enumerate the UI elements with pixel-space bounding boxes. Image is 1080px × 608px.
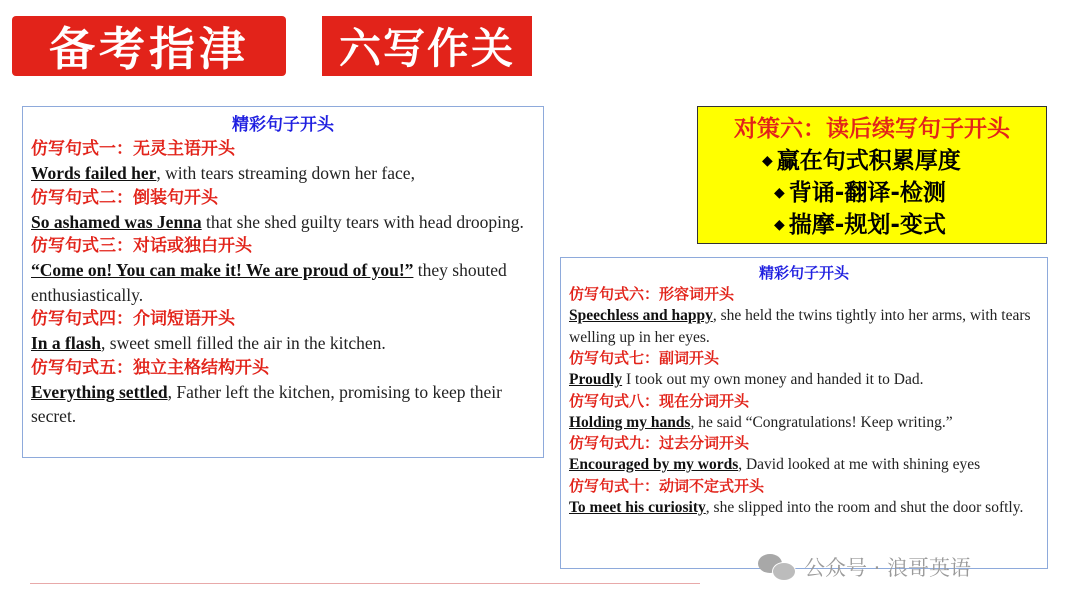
right-sentence-panel (560, 257, 1048, 569)
pattern-label: 仿写句式七：副词开头 (569, 349, 720, 367)
sentence-lead: Proudly (569, 371, 623, 388)
sub-title-badge (322, 16, 532, 76)
sentence-rest: , he said “Congratulations! Keep writing.” (690, 413, 953, 431)
watermark-text: 公众号 · 浪哥英语 (804, 556, 972, 580)
watermark (758, 550, 1058, 584)
example-sentence (31, 380, 535, 429)
strategy-box (697, 106, 1047, 244)
sentence-rest: , she held the twins tightly into her arms, with tears welling up in her eyes. (569, 307, 1031, 346)
sentence-lead: “Come on! You can make it! We are proud of you!” (31, 260, 414, 280)
sentence-lead: Speechless and happy (569, 307, 713, 324)
strategy-point (702, 177, 1042, 209)
example-sentence (569, 412, 1039, 434)
pattern-label: 仿写句式八：现在分词开头 (569, 391, 750, 410)
sub-title: 六写作关 (338, 24, 515, 73)
sentence-rest: I took out my own money and handed it to Dad. (622, 371, 924, 388)
sentence-lead: In a flash (31, 333, 102, 353)
left-panel-title: 精彩句子开头 (232, 115, 334, 135)
diamond-bullet-icon: ◆ (774, 185, 785, 201)
pattern-label: 仿写句式六：形容词开头 (569, 285, 735, 303)
diamond-bullet-icon: ◆ (762, 153, 773, 169)
strategy-point (702, 209, 1042, 241)
example-sentence (569, 454, 1039, 476)
strategy-title: 对策六：读后续写句子开头 (734, 116, 1010, 142)
pattern-label: 仿写句式一：无灵主语开头 (31, 139, 235, 159)
pattern-label: 仿写句式十：动词不定式开头 (569, 476, 765, 495)
left-sentence-panel (22, 106, 544, 458)
example-sentence (31, 161, 535, 186)
sentence-lead: Words failed her (31, 163, 157, 183)
main-title-badge (12, 16, 286, 76)
example-sentence (569, 305, 1039, 348)
pattern-label: 仿写句式三：对话或独白开头 (31, 236, 252, 256)
pattern-label: 仿写句式五：独立主格结构开头 (31, 357, 269, 378)
sentence-rest: , sweet smell filled the air in the kitchen. (101, 333, 386, 353)
footer-divider (30, 583, 700, 584)
right-panel-title: 精彩句子开头 (758, 264, 849, 282)
main-title: 备考指津 (49, 22, 249, 76)
strategy-point-text: 背诵-翻译-检测 (788, 180, 946, 206)
wechat-icon (758, 554, 796, 580)
sentence-rest: , Father left the kitchen, promising to keep their secret. (31, 381, 502, 426)
example-sentence (31, 331, 535, 356)
pattern-label: 仿写句式四：介词短语开头 (31, 309, 235, 329)
sentence-rest: , she slipped into the room and shut the door softly. (705, 498, 1024, 516)
sentence-rest: that she shed guilty tears with head drooping. (201, 211, 524, 232)
sentence-lead: So ashamed was Jenna (31, 211, 202, 232)
example-sentence (569, 497, 1039, 519)
example-sentence (31, 210, 535, 235)
diamond-bullet-icon: ◆ (774, 217, 785, 233)
sentence-lead: Everything settled (31, 381, 168, 402)
strategy-point-text: 揣摩-规划-变式 (788, 212, 946, 238)
sentence-rest: , David looked at me with shining eyes (738, 456, 981, 473)
strategy-point (702, 145, 1042, 177)
strategy-point-text: 赢在句式积累厚度 (776, 148, 961, 174)
sentence-lead: Encouraged by my words (569, 456, 739, 473)
sentence-lead: Holding my hands (569, 413, 691, 431)
pattern-label: 仿写句式九：过去分词开头 (569, 434, 750, 452)
sentence-rest: , with tears streaming down her face, (156, 163, 415, 183)
example-sentence (569, 369, 1039, 391)
sentence-lead: To meet his curiosity (569, 498, 706, 516)
sentence-rest: they shouted enthusiastically. (31, 260, 507, 305)
pattern-label: 仿写句式二：倒装句开头 (31, 187, 218, 208)
example-sentence (31, 258, 535, 307)
